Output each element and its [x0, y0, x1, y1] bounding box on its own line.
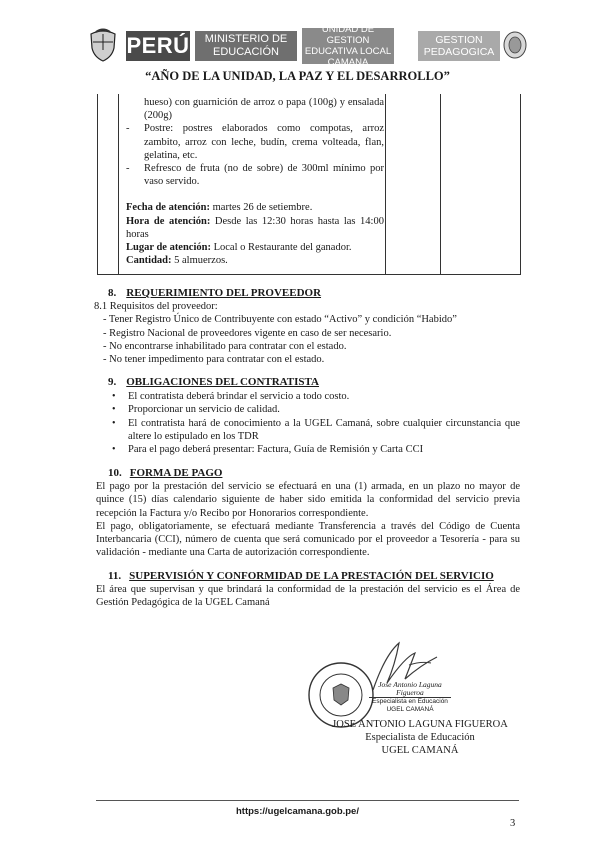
- hora-atencion: Hora de atención: Desde las 12:30 horas hasta las 14:00 horas: [126, 215, 384, 240]
- list-item: - No encontrarse inhabilitado para contratar con el estado.: [103, 340, 347, 352]
- payment-paragraph: El pago, obligatoriamente, se efectuará mediante Transferencia a través del Código de Cuenta Interbancaria (CCI), número de cuenta que será comunicado por el proveedor a Tesorería - para su validación - mediante una Carta de autorización correspondiente.: [96, 520, 520, 559]
- list-item: • Para el pago deberá presentar: Factura, Guía de Remisión y Carta CCI: [108, 443, 520, 456]
- peru-coat-of-arms-icon: [88, 28, 118, 62]
- page-number: 3: [510, 818, 516, 829]
- section-11-heading: 11. SUPERVISIÓN Y CONFORMIDAD DE LA PRESTACIÓN DEL SERVICIO: [108, 570, 494, 582]
- footer-url[interactable]: https://ugelcamana.gob.pe/: [236, 806, 359, 817]
- section-11-body: El área que supervisan y que brindará la conformidad de la prestación del servicio es el Área de Gestión Pedagógica de la UGEL Camaná: [96, 584, 520, 609]
- ugel-banner: UNIDAD DE GESTION EDUCATIVA LOCAL CAMANA: [302, 28, 394, 64]
- signatory-name: JOSE ANTONIO LAGUNA FIGUEROA: [332, 719, 508, 730]
- cantidad: Cantidad: 5 almuerzos.: [126, 255, 228, 267]
- lugar-atencion: Lugar de atención: Local o Restaurante del ganador.: [126, 242, 352, 254]
- list-item: - Tener Registro Único de Contribuyente con estado “Activo” y condición “Habido”: [103, 314, 457, 326]
- year-motto: “AÑO DE LA UNIDAD, LA PAZ Y EL DESARROLLO”: [145, 69, 450, 83]
- fecha-atencion: Fecha de atención: martes 26 de setiembre.: [126, 202, 313, 214]
- list-item: - Registro Nacional de proveedores vigente en caso de ser necesario.: [103, 327, 392, 339]
- section-10-heading: 10. FORMA DE PAGO: [108, 467, 223, 479]
- table-cell-menu: [126, 96, 384, 267]
- list-item: - Postre: postres elaborados como compotas, arroz zambito, arroz con leche, budín, crema volteada, flan, gelatina, etc.: [126, 123, 384, 161]
- footer-divider: [96, 800, 519, 801]
- section-9-heading: 9. OBLIGACIONES DEL CONTRATISTA: [108, 376, 320, 388]
- section-8-heading: 8. REQUERIMIENTO DEL PROVEEDOR: [108, 287, 322, 299]
- menu-line: hueso) con guarnición de arroz o papa (100g) y ensalada (200g): [144, 97, 384, 122]
- list-item: • El contratista deberá brindar el servicio a todo costo.: [108, 390, 520, 403]
- list-item: • El contratista hará de conocimiento a la UGEL Camaná, sobre cualquier circunstancia que altere lo estipulado en los TDR: [108, 417, 520, 444]
- section-10-body: [96, 480, 520, 560]
- signature-stamp: Jose Antonio Laguna Figueroa Especialista en Educación UGEL CAMANÁ: [365, 681, 455, 714]
- list-item: - Refresco de fruta (no de sobre) de 300ml mínimo por vaso servido.: [126, 163, 384, 188]
- gestion-banner: GESTION PEDAGOGICA: [418, 31, 500, 61]
- payment-paragraph: El pago por la prestación del servicio se efectuará en una (1) armada, en un plazo no mayor de quince (15) días calendario siguiente de haber sido emitida la conformidad del servicio previa recepción la Factura y/o Recibo por Honorarios correspondiente.: [96, 481, 520, 519]
- section-8-body: 8.1 Requisitos del proveedor: - Tener Registro Único de Contribuyente con estado “Activo” y condición “Habido” - Registro Nacional de proveedores vigente en caso de ser necesario. - No encontrarse inhabilitado para contratar con el estado. - No tener impedimento para contratar con el estado.: [94, 300, 524, 366]
- signatory-org: UGEL CAMANÁ: [381, 745, 459, 756]
- ugel-seal-icon: [503, 31, 527, 59]
- list-item: • Proporcionar un servicio de calidad.: [108, 403, 520, 416]
- peru-banner: PERÚ: [126, 31, 190, 61]
- section-9-body: [108, 390, 520, 456]
- signatory-role: Especialista de Educación: [365, 732, 475, 743]
- ministerio-banner: MINISTERIO DE EDUCACIÓN: [195, 31, 297, 61]
- list-item: - No tener impedimento para contratar con el estado.: [103, 354, 325, 366]
